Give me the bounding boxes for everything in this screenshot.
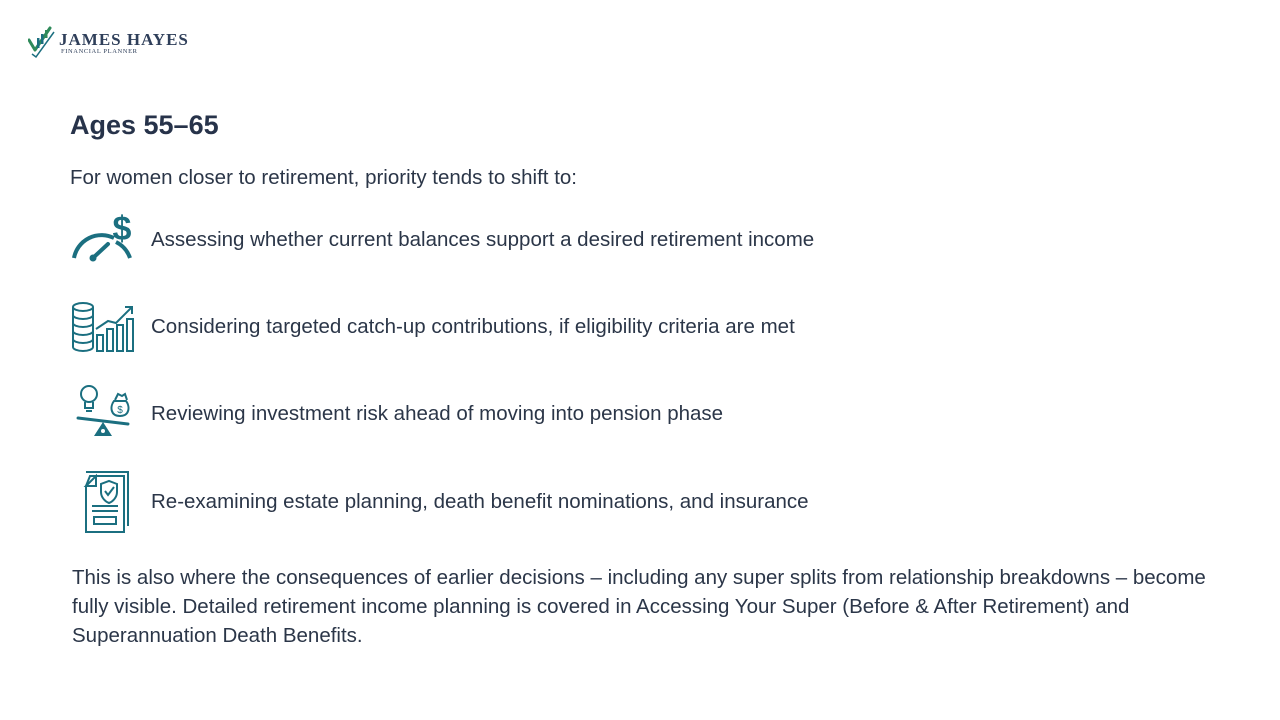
- list-item: [70, 295, 1170, 359]
- svg-text:$: $: [117, 405, 123, 416]
- list-item-text: Assessing whether current balances support a desired retirement income: [151, 228, 815, 251]
- svg-text:$: $: [112, 210, 132, 248]
- list-item-text: Considering targeted catch-up contributions, if eligibility criteria are met: [151, 315, 795, 338]
- insurance-document-icon: [70, 470, 138, 534]
- list-item-text: Re-examining estate planning, death benefit nominations, and insurance: [151, 490, 809, 513]
- page-title: Ages 55–65: [70, 110, 219, 140]
- list-item-text: Reviewing investment risk ahead of moving into pension phase: [151, 402, 724, 425]
- checkmark-logo-icon: [28, 24, 60, 60]
- brand-subtitle: FINANCIAL PLANNER: [61, 48, 138, 55]
- list-item: [70, 382, 1170, 446]
- list-item: [70, 470, 1170, 534]
- risk-balance-scale-icon: [70, 382, 138, 446]
- brand-logo: [28, 24, 198, 60]
- intro-text: For women closer to retirement, priority tends to shift to:: [70, 166, 577, 189]
- coins-growth-chart-icon: [70, 295, 138, 359]
- closing-paragraph: This is also where the consequences of earlier decisions – including any super splits from relationship breakdowns – become fully visible. Detailed retirement income planning is covered in Accessing Your Super (Before & After Retirement) and Superannuation Death Benefits.: [72, 566, 1206, 647]
- gauge-dollar-icon: [70, 208, 138, 272]
- list-item: [70, 208, 1170, 272]
- brand-name: JAMES HAYES: [59, 30, 189, 49]
